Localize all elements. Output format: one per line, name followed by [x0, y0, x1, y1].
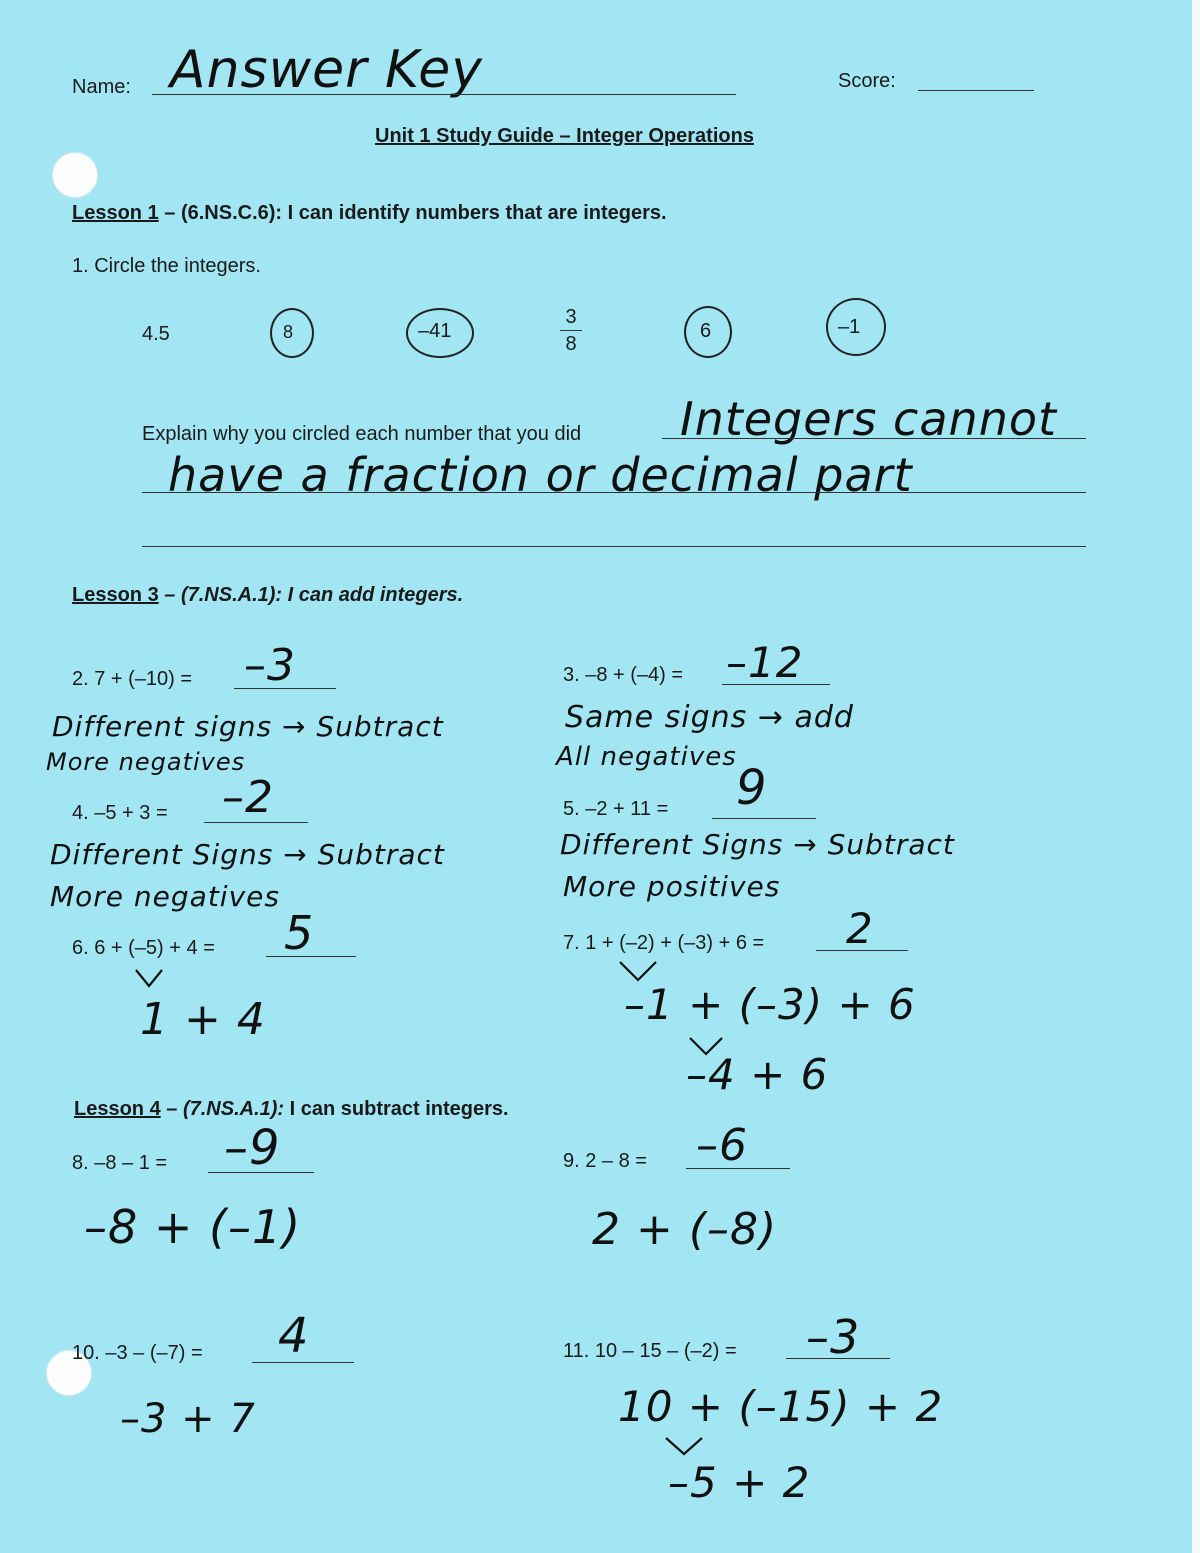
problem-5-work-2: More positives [563, 870, 781, 903]
problem-3-work-2: All negatives [556, 742, 737, 772]
name-value: Answer Key [170, 40, 484, 100]
problem-10-line [252, 1362, 354, 1363]
problem-11-work-1: 10 + (–15) + 2 [618, 1382, 944, 1431]
problem-8-work-1: –8 + (–1) [84, 1200, 302, 1254]
fraction-denominator: 8 [565, 333, 577, 355]
problem-2-work-1: Different signs → Subtract [52, 710, 444, 743]
lesson4-header [74, 1098, 509, 1121]
problem-7-answer: 2 [846, 904, 874, 953]
problem-7-work-1: –1 + (–3) + 6 [624, 980, 916, 1029]
problem-11-label: 11. 10 – 15 – (–2) = [563, 1340, 737, 1362]
option-neg41: –41 [418, 320, 452, 342]
lesson4-heading: Lesson 4 [74, 1098, 161, 1120]
problem-5-answer: 9 [736, 760, 768, 816]
problem-9-answer: –6 [696, 1120, 748, 1171]
problem-10-answer: 4 [278, 1308, 310, 1364]
problem-9-line [686, 1168, 790, 1169]
explain-answer-1: Integers cannot [680, 392, 1058, 446]
problem-7-work-2: –4 + 6 [686, 1050, 829, 1099]
problem-4-line [204, 822, 308, 823]
combine-mark-icon [134, 966, 164, 990]
option-fraction [560, 305, 582, 356]
problem-9-work-1: 2 + (–8) [592, 1204, 778, 1255]
name-label: Name: [72, 76, 131, 98]
problem-10-label: 10. –3 – (–7) = [72, 1342, 203, 1364]
problem-2-label: 2. 7 + (–10) = [72, 668, 193, 690]
lesson1-goal: I can identify numbers that are integers. [287, 202, 667, 224]
answer-line-1 [662, 438, 1086, 439]
problem-7-line [816, 950, 908, 951]
lesson3-standard: – (7.NS.A.1): [158, 584, 283, 606]
fraction-bar [560, 330, 582, 331]
problem-5-line [712, 818, 816, 819]
problem-2-work-2: More negatives [46, 748, 246, 776]
problem-6-label: 6. 6 + (–5) + 4 = [72, 937, 215, 959]
problem-5-work-1: Different Signs → Subtract [560, 828, 955, 861]
lesson3-goal: I can add integers. [287, 584, 464, 606]
problem-11-work-2: –5 + 2 [668, 1458, 811, 1507]
q1-prompt: 1. Circle the integers. [72, 255, 261, 277]
explain-answer-2: have a fraction or decimal part [168, 448, 913, 502]
problem-10-work-1: –3 + 7 [120, 1396, 256, 1442]
problem-4-work-2: More negatives [50, 880, 280, 913]
lesson3-heading: Lesson 3 [72, 584, 159, 606]
lesson4-goal: I can subtract integers. [289, 1098, 509, 1120]
lesson1-header [72, 202, 667, 225]
option-6: 6 [700, 320, 712, 342]
score-line [918, 90, 1034, 91]
problem-11-line [786, 1358, 890, 1359]
lesson4-standard: – (7.NS.A.1): [160, 1098, 285, 1120]
score-label: Score: [838, 70, 896, 92]
problem-8-line [208, 1172, 314, 1173]
answer-line-3 [142, 546, 1086, 547]
lesson3-header [72, 584, 463, 607]
page-title: Unit 1 Study Guide – Integer Operations [375, 125, 754, 147]
option-4-5: 4.5 [142, 323, 170, 345]
answer-line-2 [142, 492, 1086, 493]
problem-2-line [234, 688, 336, 689]
problem-3-work-1: Same signs → add [565, 700, 854, 735]
option-neg1: –1 [838, 316, 861, 338]
problem-3-label: 3. –8 + (–4) = [563, 664, 684, 686]
problem-4-answer: –2 [222, 772, 274, 823]
lesson1-heading: Lesson 1 [72, 202, 159, 224]
problem-2-answer: –3 [244, 640, 296, 691]
problem-6-work-1: 1 + 4 [140, 994, 266, 1045]
problem-4-work-1: Different Signs → Subtract [50, 838, 445, 871]
lesson1-standard: – (6.NS.C.6): [158, 202, 283, 224]
problem-11-answer: –3 [806, 1310, 861, 1364]
problem-8-label: 8. –8 – 1 = [72, 1152, 168, 1174]
punch-hole-top [52, 152, 98, 198]
problem-4-label: 4. –5 + 3 = [72, 802, 168, 824]
explain-prompt: Explain why you circled each number that you did [142, 423, 582, 445]
page-edge [1192, 0, 1200, 1553]
problem-8-answer: –9 [224, 1120, 281, 1176]
problem-3-answer: –12 [726, 638, 804, 687]
problem-5-label: 5. –2 + 11 = [563, 798, 669, 820]
name-line [152, 94, 736, 95]
problem-6-answer: 5 [284, 906, 315, 960]
combine-mark-icon [664, 1434, 704, 1458]
option-8: 8 [283, 322, 294, 342]
fraction-numerator: 3 [565, 306, 577, 328]
problem-3-line [722, 684, 830, 685]
problem-6-line [266, 956, 356, 957]
problem-7-label: 7. 1 + (–2) + (–3) + 6 = [563, 932, 765, 954]
problem-9-label: 9. 2 – 8 = [563, 1150, 647, 1172]
